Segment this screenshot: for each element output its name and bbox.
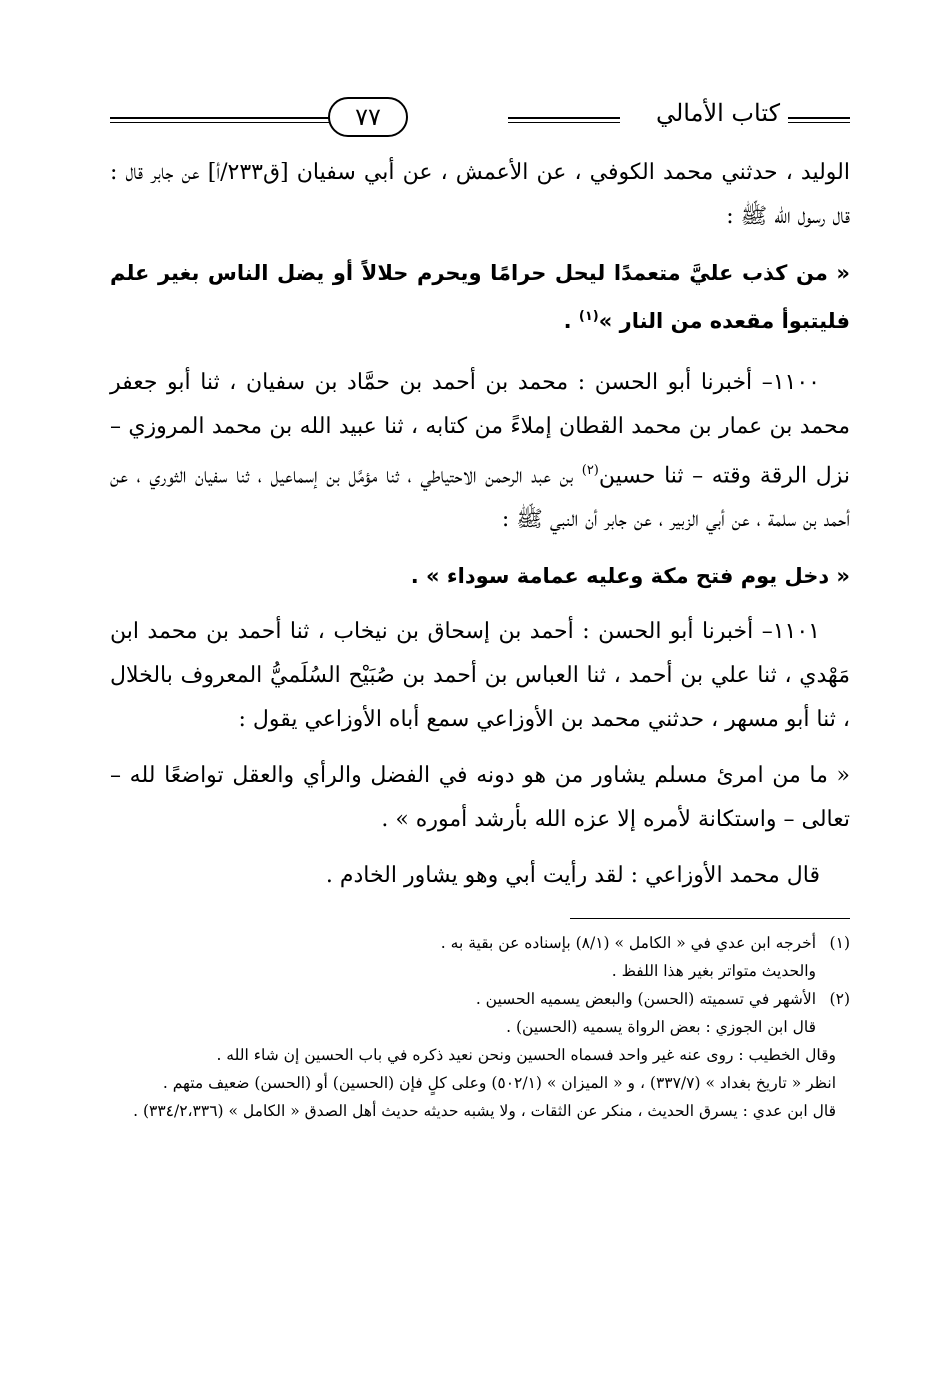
hadith-text-1-end: . [563, 309, 579, 333]
footnote-1-number: (١) [829, 934, 850, 953]
footnote-marker-1: (١) [578, 309, 599, 324]
footnote-2-line-2: قال ابن الجوزي : بعض الرواة يسميه (الحسين) . [506, 1018, 816, 1037]
footnotes [110, 929, 850, 1125]
book-page [110, 95, 850, 1125]
footnote-2-line-1: الأشهر في تسميته (الحسن) والبعض يسميه الحسين . [475, 990, 816, 1009]
footnote-1-line-2: والحديث متواتر بغير هذا اللفظ . [611, 962, 816, 981]
footnote-2-number: (٢) [829, 990, 850, 1009]
footnote-2-line-4: انظر « تاريخ بغداد » (٣٣٧/٧) ، و « الميزان » (٥٠٢/١) وعلى كلٍ فإن (الحسين) أو (الحسن) ضعيف متهم . [162, 1074, 836, 1093]
header-rule-middle [508, 117, 620, 123]
paragraph-continuation: الوليد ، حدثني محمد الكوفي ، عن الأعمش ، عن أبي سفيان [ق٢٣٣/أ] عن جابر قال : قال رسول الله ﷺ : [110, 160, 850, 229]
quote-text: « ما من امرئ مسلم يشاور من هو دونه في الفضل والرأي والعقل تواضعًا لله – تعالى – واستكانة لأمره إلا عزه الله بأرشد أموره » . [110, 763, 851, 833]
narration-1100-part-b: بن عبد الرحمن الاحتياطي ، ثنا مؤمَّل بن إسماعيل ، ثنا سفيان الثوري ، عن أحمد بن سلمة ، عن أبي الزبير ، عن جابر أن النبي ﷺ : [110, 463, 850, 533]
page-number: ٧٧ [328, 97, 408, 137]
hadith-text-1 [110, 251, 850, 343]
footnote-2-line-3: وقال الخطيب : روى عنه غير واحد فسماه الحسين ونحن نعيد ذكره في باب الحسين إن شاء الله . [216, 1046, 836, 1065]
narration-1101: ١١٠١– أخبرنا أبو الحسن : أحمد بن إسحاق بن نيخاب ، ثنا أحمد بن محمد ابن مَهْدي ، ثنا علي بن أحمد ، ثنا العباس بن أحمد بن صُبَيْح السُلَميُّ المعروف بالخلال ، ثنا أبو مسهر ، حدثني محمد بن الأوزاعي سمع أباه الأوزاعي يقول : [110, 619, 850, 733]
header-rule-left [110, 117, 330, 123]
hadith-text-1-body: « من كذب عليَّ متعمدًا ليحل حرامًا ويحرم حلالاً أو يضل الناس بغير علم فليتبوأ مقعده من النار » [110, 261, 850, 333]
footnote-2 [110, 985, 850, 1013]
narration-1100-part-a: ١١٠٠– أخبرنا أبو الحسن : محمد بن أحمد بن حمَّاد بن سفيان ، ثنا أبو جعفر محمد بن عمار بن محمد القطان إملاءً من كتابه ، ثنا عبيد الله بن محمد المروزي – نزل الرقة وقته – ثنا حسين [110, 370, 850, 489]
page-header [110, 95, 850, 139]
hadith-text-2: « دخل يوم فتح مكة وعليه عمامة سوداء » . [410, 564, 850, 589]
footnote-1 [110, 929, 850, 957]
footnote-marker-2: (٢) [581, 463, 599, 478]
footnote-1-line-1: أخرجه ابن عدي في « الكامل » (٨/١) بإسناده عن بقية به . [440, 934, 816, 953]
book-title: كتاب الأمالي [655, 99, 780, 127]
narration-1100 [110, 361, 850, 542]
footnote-2-line-5: قال ابن عدي : يسرق الحديث ، منكر عن الثقات ، ولا يشبه حديثه حديث أهل الصدق « الكامل » (٣٣٤/٢،٣٣٦) . [133, 1102, 836, 1121]
closing-statement: قال محمد الأوزاعي : لقد رأيت أبي وهو يشاور الخادم . [325, 863, 820, 889]
header-rule-right [788, 117, 850, 123]
footnote-separator [570, 918, 850, 919]
